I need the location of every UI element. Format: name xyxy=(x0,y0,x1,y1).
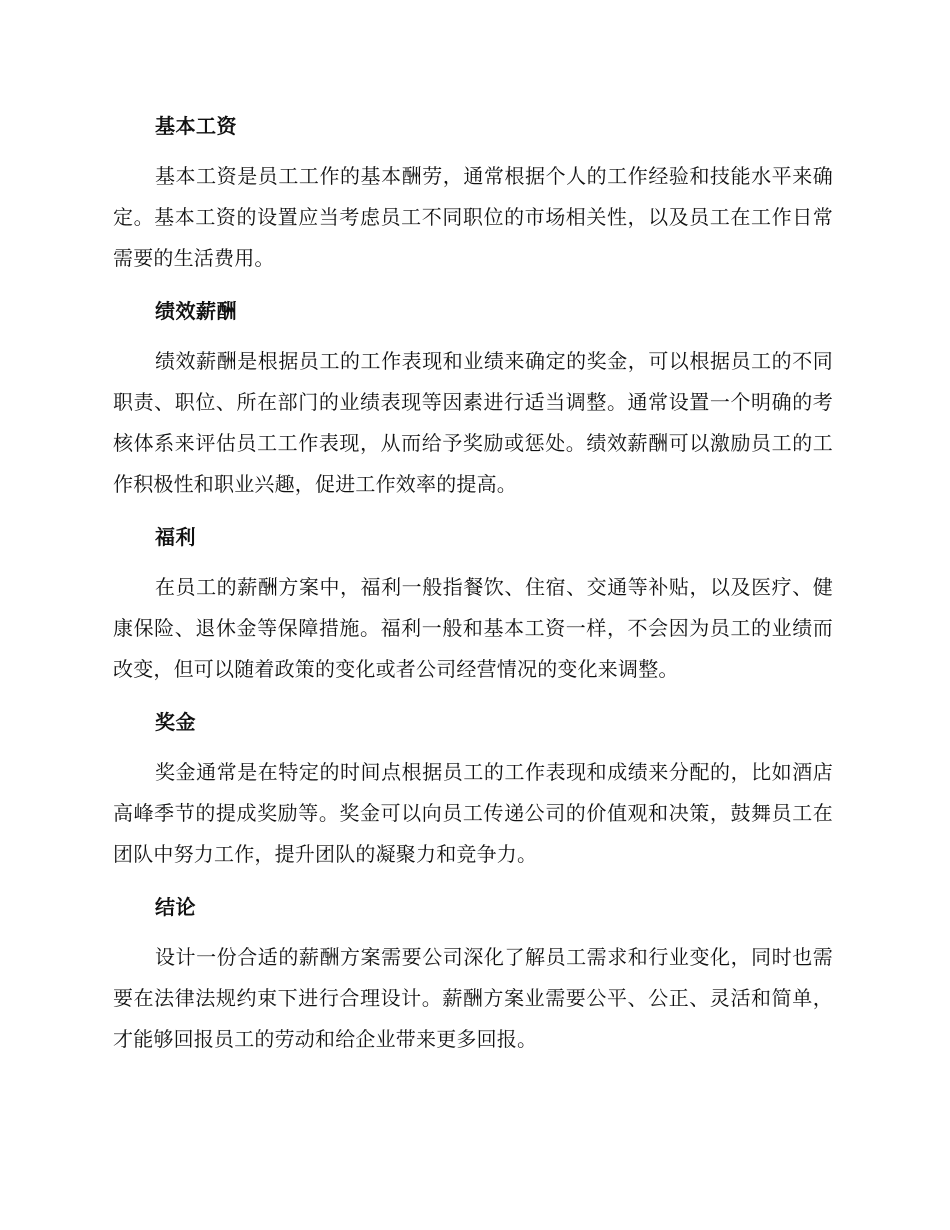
section-heading: 结论 xyxy=(155,895,196,919)
section-bonus xyxy=(113,702,833,875)
section-paragraph: 绩效薪酬是根据员工的工作表现和业绩来确定的奖金，可以根据员工的不同职责、职位、所在部门的业绩表现等因素进行适当调整。通常设置一个明确的考核体系来评估员工工作表现，从而给予奖励或惩处。绩效薪酬可以激励员工的工作积极性和职业兴趣，促进工作效率的提高。 xyxy=(113,349,833,496)
section-heading: 绩效薪酬 xyxy=(155,299,237,323)
section-performance-pay xyxy=(113,291,833,505)
section-benefits xyxy=(113,517,833,690)
section-heading: 基本工资 xyxy=(155,114,237,138)
section-paragraph: 设计一份合适的薪酬方案需要公司深化了解员工需求和行业变化，同时也需要在法律法规约束下进行合理设计。薪酬方案业需要公平、公正、灵活和简单，才能够回报员工的劳动和给企业带来更多回报。 xyxy=(113,945,833,1051)
document-page xyxy=(113,106,833,1072)
section-paragraph: 基本工资是员工工作的基本酬劳，通常根据个人的工作经验和技能水平来确定。基本工资的设置应当考虑员工不同职位的市场相关性，以及员工在工作日常需要的生活费用。 xyxy=(113,164,833,270)
section-heading: 福利 xyxy=(155,525,196,549)
section-basic-salary xyxy=(113,106,833,279)
section-paragraph: 在员工的薪酬方案中，福利一般指餐饮、住宿、交通等补贴，以及医疗、健康保险、退休金等保障措施。福利一般和基本工资一样，不会因为员工的业绩而改变，但可以随着政策的变化或者公司经营情况的变化来调整。 xyxy=(113,575,833,681)
section-heading: 奖金 xyxy=(155,710,196,734)
section-conclusion xyxy=(113,887,833,1060)
section-paragraph: 奖金通常是在特定的时间点根据员工的工作表现和成绩来分配的，比如酒店高峰季节的提成奖励等。奖金可以向员工传递公司的价值观和决策，鼓舞员工在团队中努力工作，提升团队的凝聚力和竞争力。 xyxy=(113,760,833,866)
